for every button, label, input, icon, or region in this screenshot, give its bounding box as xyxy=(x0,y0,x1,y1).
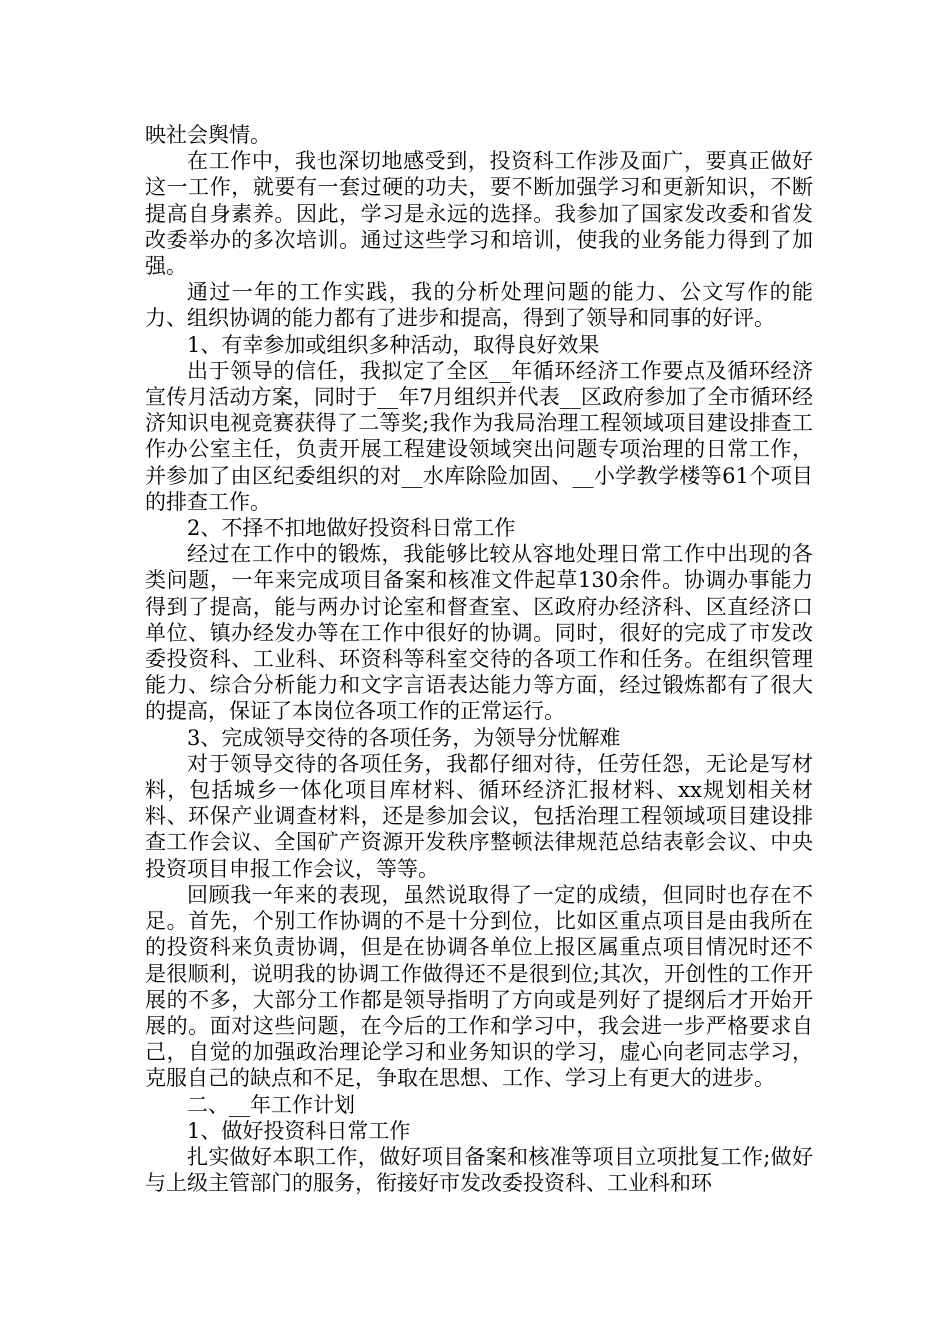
section-heading-2: 2、不择不扣地做好投资科日常工作 xyxy=(187,516,516,541)
paragraph-1: 映社会舆情。 xyxy=(145,123,271,147)
paragraph-2: 在工作中，我也深切地感受到，投资科工作涉及面广，要真正做好这一工作，就要有一套过硬的功夫，要不断加强学习和更新知识，不断提高自身素养。因此，学习是永远的选择。我参加了国家发改委和省发改委举办的多次培训。通过这些学习和培训，使我的业务能力得到了加强。 xyxy=(145,149,813,279)
chapter-heading-2: 二、__年工作计划 xyxy=(187,1092,355,1117)
section-heading-1: 1、有幸参加或组织多种活动，取得良好效果 xyxy=(187,332,600,357)
section-heading-plan-1: 1、做好投资科日常工作 xyxy=(187,1118,411,1143)
paragraph-7: 回顾我一年来的表现，虽然说取得了一定的成绩，但同时也存在不足。首先，个别工作协调的不是十分到位，比如区重点项目是由我所在的投资科来负责协调，但是在协调各单位上报区属重点项目情况时还不是很顺利，说明我的协调工作做得还不是很到位;其次，开创性的工作开展的不多，大部分工作都是领导指明了方向或是列好了提纲后才开始开展的。面对这些问题，在今后的工作和学习中，我会进一步严格要求自己，自觉的加强政治理论学习和业务知识的学习，虚心向老同志学习，克服自己的缺点和不足，争取在思想、工作、学习上有更大的进步。 xyxy=(145,882,813,1091)
paragraph-6: 对于领导交待的各项任务，我都仔细对待，任劳任怨，无论是写材料，包括城乡一体化项目库材料、循环经济汇报材料、xx规划相关材料、环保产业调查材料，还是参加会议，包括治理工程领域项目建设排查工作会议、全国矿产资源开发秩序整顿法律规范总结表彰会议、中央投资项目申报工作会议，等等。 xyxy=(145,751,813,881)
section-heading-3: 3、完成领导交待的各项任务，为领导分忧解难 xyxy=(187,725,621,750)
paragraph-3: 通过一年的工作实践，我的分析处理问题的能力、公文写作的能力、组织协调的能力都有了进步和提高，得到了领导和同事的好评。 xyxy=(145,280,813,331)
paragraph-5: 经过在工作中的锻炼，我能够比较从容地处理日常工作中出现的各类问题，一年来完成项目备案和核准文件起草130余件。协调办事能力得到了提高，能与两办讨论室和督查室、区政府办经济科、区直经济口单位、镇办经发办等在工作中很好的协调。同时，很好的完成了市发改委投资科、工业科、环资科等科室交待的各项工作和任务。在组织管理能力、综合分析能力和文字言语表达能力等方面，经过锻炼都有了很大的提高，保证了本岗位各项工作的正常运行。 xyxy=(145,542,813,724)
document-page xyxy=(145,122,813,1196)
paragraph-8: 扎实做好本职工作，做好项目备案和核准等项目立项批复工作;做好与上级主管部门的服务，衔接好市发改委投资科、工业科和环 xyxy=(145,1144,813,1196)
paragraph-4: 出于领导的信任，我拟定了全区__年循环经济工作要点及循环经济宣传月活动方案，同时于__年7月组织并代表__区政府参加了全市循环经济知识电视竞赛获得了二等奖;我作为我局治理工程领域项目建设排查工作办公室主任，负责开展工程建设领域突出问题专项治理的日常工作，并参加了由区纪委组织的对__水库除险加固、__小学教学楼等61个项目的排查工作。 xyxy=(145,358,813,514)
